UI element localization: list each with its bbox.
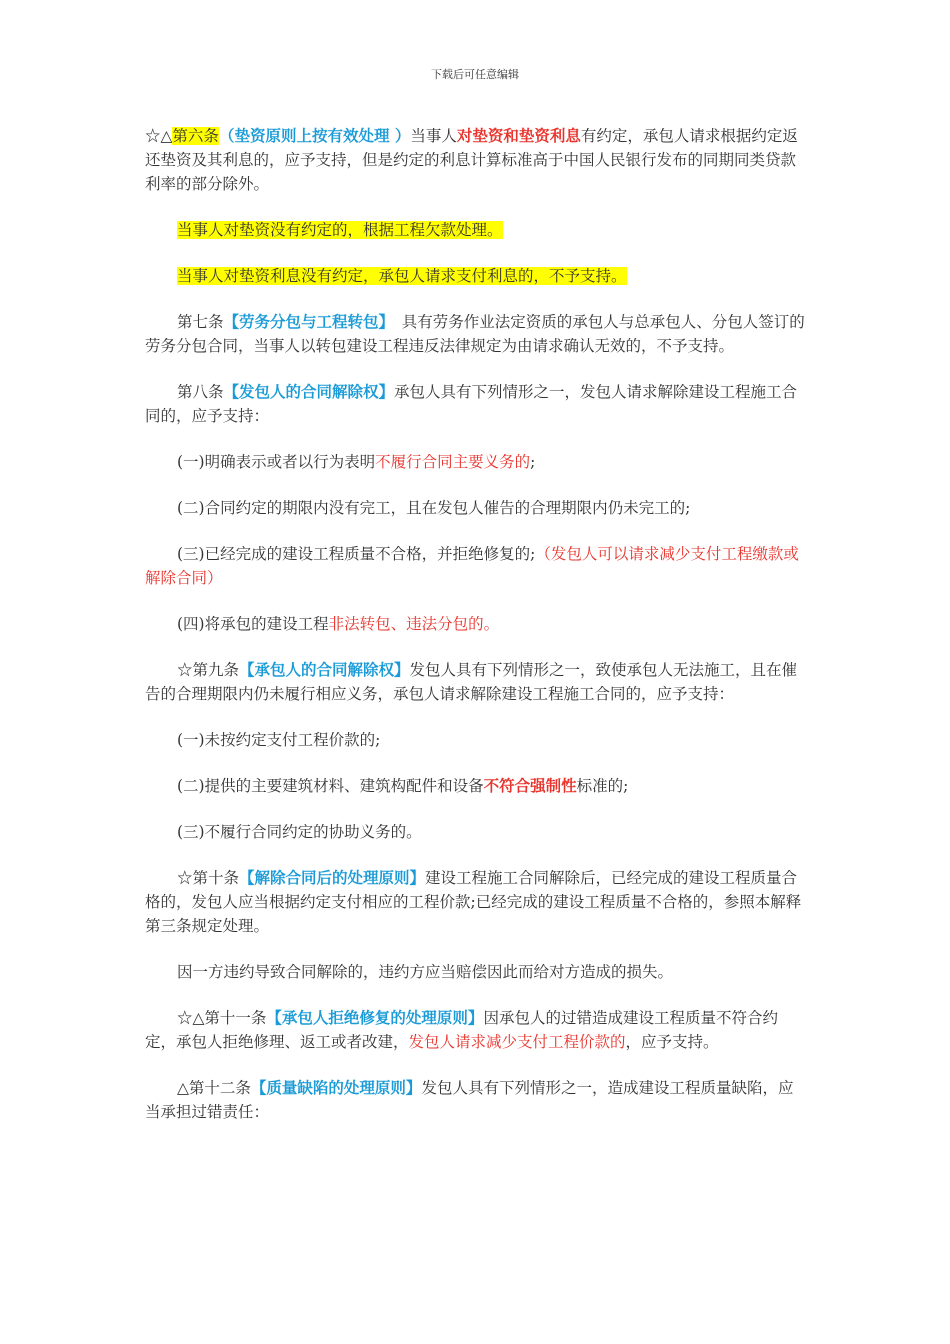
article-6-paragraph: ☆△第六条（垫资原则上按有效处理 ）当事人对垫资和垫资利息有约定，承包人请求根据约定返还垫资及其利息的，应予支持，但是约定的利息计算标准高于中国人民银行发布的同期同类贷款利率的部分除外。 [145, 126, 798, 193]
article-7-paragraph: 第七条【劳务分包与工程转包】 具有劳务作业法定资质的承包人与总承包人、分包人签订的劳务分包合同，当事人以转包建设工程违反法律规定为由请求确认无效的，不予支持。 [145, 312, 805, 355]
list-item: (三)不履行合同约定的协助义务的。 [177, 823, 422, 841]
article-8-title: 【发包人的合同解除权】 [223, 382, 395, 401]
article-12-title: 【质量缺陷的处理原则】 [250, 1078, 422, 1097]
article-7-title: 【劳务分包与工程转包】 [223, 312, 387, 331]
article-prefix: ☆△ [145, 127, 173, 145]
paragraph: 因一方违约导致合同解除的，违约方应当赔偿因此而给对方造成的损失。 [177, 963, 674, 981]
list-item: (三)已经完成的建设工程质量不合格，并拒绝修复的;（发包人可以请求减少支付工程缴款或解除合同） [145, 545, 799, 587]
page-header: 下载后可任意编辑 [431, 68, 519, 81]
list-item: (二)合同约定的期限内没有完工，且在发包人催告的合理期限内仍未完工的; [177, 499, 691, 517]
article-12-paragraph: △第十二条【质量缺陷的处理原则】发包人具有下列情形之一，造成建设工程质量缺陷，应当承担过错责任： [145, 1078, 794, 1121]
document-body [145, 124, 807, 1146]
article-11-title: 【承包人拒绝修复的处理原则】 [266, 1008, 484, 1027]
list-item: (二)提供的主要建筑材料、建筑构配件和设备不符合强制性标准的; [177, 776, 629, 795]
emphasis-text: 对垫资和垫资利息 [456, 126, 581, 145]
article-6-number: 第六条 [172, 127, 219, 145]
highlighted-paragraph: 当事人对垫资利息没有约定，承包人请求支付利息的，不予支持。 [177, 267, 627, 285]
article-8-paragraph: 第八条【发包人的合同解除权】承包人具有下列情形之一，发包人请求解除建设工程施工合同的，应予支持： [145, 382, 798, 425]
article-9-title: 【承包人的合同解除权】 [239, 660, 410, 679]
list-item: (四)将承包的建设工程非法转包、违法分包的。 [177, 615, 500, 633]
article-10-title: 【解除合同后的处理原则】 [239, 868, 426, 887]
list-item: (一)未按约定支付工程价款的; [177, 731, 381, 749]
list-item: (一)明确表示或者以行为表明不履行合同主要义务的; [177, 453, 536, 471]
highlighted-paragraph: 当事人对垫资没有约定的，根据工程欠款处理。 [177, 221, 503, 239]
article-10-paragraph: ☆第十条【解除合同后的处理原则】建设工程施工合同解除后，已经完成的建设工程质量合格的，发包人应当根据约定支付相应的工程价款;已经完成的建设工程质量不合格的，参照本解释第三条规定处理。 [145, 868, 802, 935]
article-6-title: （垫资原则上按有效处理 ） [218, 126, 411, 145]
article-9-paragraph: ☆第九条【承包人的合同解除权】发包人具有下列情形之一，致使承包人无法施工，且在催告的合理期限内仍未履行相应义务，承包人请求解除建设工程施工合同的，应予支持： [145, 660, 798, 703]
article-11-paragraph: ☆△第十一条【承包人拒绝修复的处理原则】因承包人的过错造成建设工程质量不符合约定，承包人拒绝修理、返工或者改建，发包人请求减少支付工程价款的，应予支持。 [145, 1008, 778, 1051]
